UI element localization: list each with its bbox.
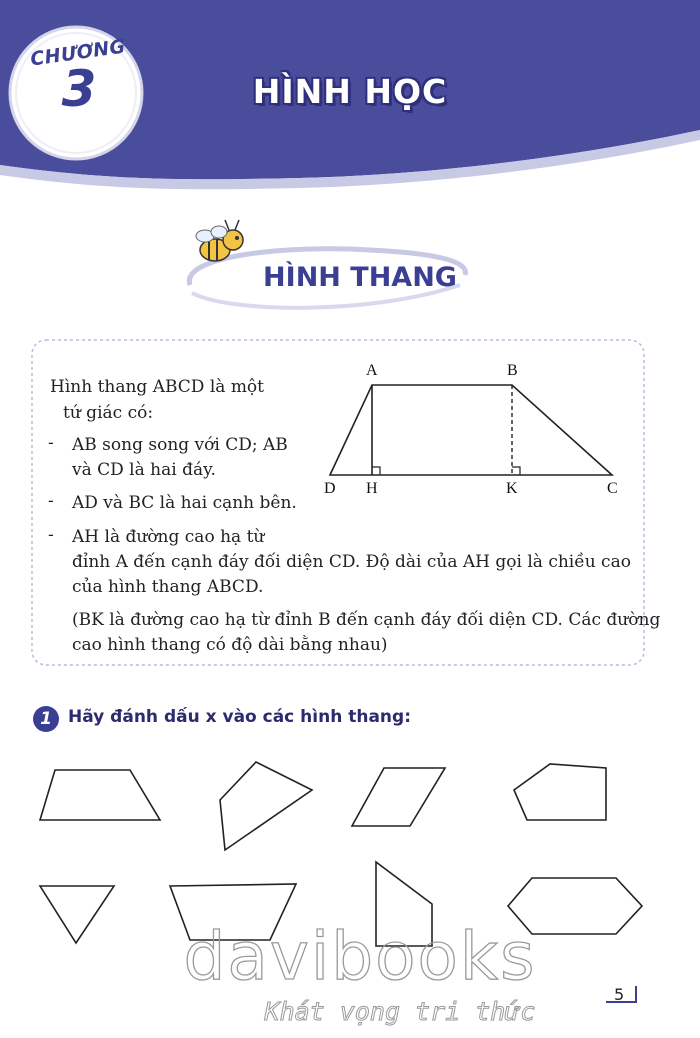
bullet-2-line-1: AD và BC là hai cạnh bên. [72,493,297,513]
definition-intro-2: tứ giác có: [63,403,154,423]
note-line-1: (BK là đường cao hạ từ đỉnh B đến cạnh đáy đối diện CD. Các đường [72,610,661,630]
bullet-1-line-2: và CD là hai đáy. [72,460,216,480]
chapter-word: CHƯƠNG [28,35,128,71]
shape-parallelogram [352,768,445,826]
shape-triangle [40,886,114,943]
vertex-label-a: A [366,362,378,379]
vertex-label-d: D [324,480,336,497]
bullet-1-line-1: AB song song với CD; AB [72,435,288,455]
page-number: 5 [614,985,625,1004]
bullet-marker: - [48,491,54,511]
chapter-title: HÌNH HỌC [252,72,448,111]
shape-pentagon [514,764,606,820]
exercise-prompt: Hãy đánh dấu x vào các hình thang: [68,707,412,727]
bullet-marker: - [48,525,54,545]
shape-quadrilateral [220,762,312,850]
bullet-marker: - [48,433,54,453]
trapezoid-figure [320,375,630,485]
lesson-title: HÌNH THANG [263,262,457,293]
bullet-3-line-3: của hình thang ABCD. [72,577,264,597]
watermark-slogan: Khát vọng tri thức [264,997,536,1026]
vertex-label-b: B [507,362,518,379]
bullet-3-line-1: AH là đường cao hạ từ [72,527,265,547]
shape-trapezoid [40,770,160,820]
vertex-label-c: C [607,480,618,497]
exercise-number-badge: 1 [33,706,59,732]
note-line-2: cao hình thang có độ dài bằng nhau) [72,635,388,655]
bullet-3-line-2: đỉnh A đến cạnh đáy đối diện CD. Độ dài của AH gọi là chiều cao [72,552,631,572]
definition-intro-1: Hình thang ABCD là một [50,377,265,397]
vertex-label-k: K [506,480,518,497]
watermark-brand: davibooks [183,918,537,995]
chapter-number: 3 [61,60,97,118]
vertex-label-h: H [366,480,378,497]
